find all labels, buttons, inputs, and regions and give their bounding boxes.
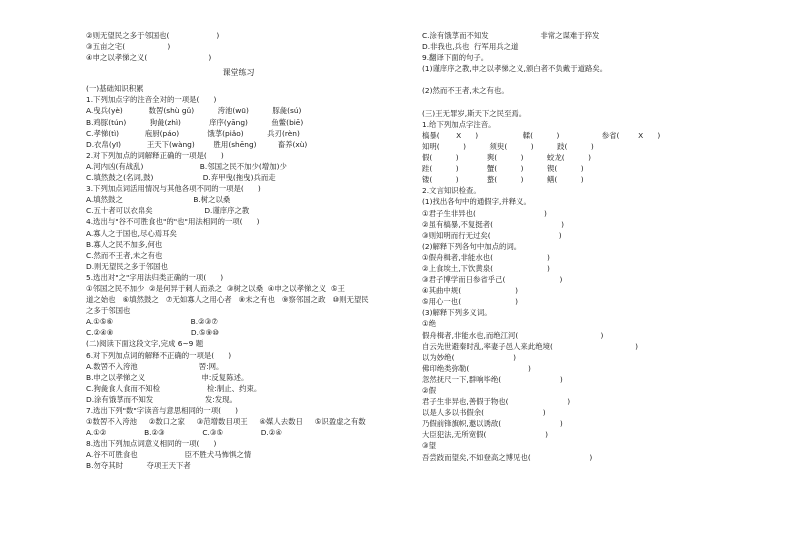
text-line: 4.选出与"谷不可胜食也"的"也"用法相同的一项( ) xyxy=(86,217,260,227)
text-line: 吾尝跂而望矣,不如登高之博见也( ) xyxy=(422,452,593,462)
left-column xyxy=(86,30,391,472)
text-line: (三)王无罪岁,斯天下之民至焉。 xyxy=(422,108,527,118)
text-line: ②上食埃土,下饮黄泉( ) xyxy=(422,263,550,273)
text-line: 假舟楫者,非能水也,而绝江河( ) xyxy=(422,330,604,340)
text-line: A.寡人之于国也,尽心焉耳矣 xyxy=(86,228,177,238)
text-line: (2)解释下列各句中加点的词。 xyxy=(422,241,522,251)
section-title: 课堂练习 xyxy=(222,68,255,78)
text-line: (1)谨庠序之教,申之以孝悌之义,颁白者不负戴于道路矣。 xyxy=(422,64,608,74)
text-line: ①邻国之民不加少 ②是何异于刺人而杀之 ③树之以桑 ④申之以孝悌之义 ⑤王 xyxy=(86,283,345,293)
text-line: C.填然鼓之(名词,鼓) D.弃甲曳(拖曳)兵而走 xyxy=(86,173,276,183)
text-line xyxy=(422,97,752,108)
text-line: 以是人多以书假余( ) xyxy=(422,408,546,418)
text-line: A.①⑤⑥ B.②③⑦ xyxy=(86,317,218,327)
text-line: B.鸡豚(tún) 狗彘(zhì) 庠序(yāng) 鱼鳖(biē) xyxy=(86,117,304,127)
text-line: 佛印绝类弥勒( ) xyxy=(422,363,531,373)
text-line: C.五十者可以衣帛矣 D.谨庠序之教 xyxy=(86,206,250,216)
text-line: D.非我也,兵也 行军用兵之道 xyxy=(422,42,519,52)
text-line: ①绝 xyxy=(422,319,437,329)
text-line: 5.选出对"之"字用法归类正确的一项( ) xyxy=(86,272,224,282)
text-line: ④其曲中规( ) xyxy=(422,286,518,296)
text-line: A.河内凶(有战乱) B.邻国之民不加少(增加)少 xyxy=(86,161,287,171)
text-line: 槁暴( X ) 輮( ) 参省( X ) xyxy=(422,130,661,140)
text-line: ②假 xyxy=(422,386,437,395)
text-line: ③五亩之宅( ) xyxy=(86,42,171,52)
text-line: B.申之以孝悌之义 申:反复陈述。 xyxy=(86,372,249,382)
text-line: A.数罟不入洿池 罟:网。 xyxy=(86,361,224,371)
text-line: 之多于邻国也 xyxy=(86,306,131,316)
text-line: 9.翻译下面的句子。 xyxy=(422,53,489,63)
text-line: 道之始也 ⑥填然鼓之 ⑦无如寡人之用心者 ⑧未之有也 ⑨察邻国之政 ⑩则无望民 xyxy=(86,295,369,305)
text-line: ①假舟楫者,非能水也( ) xyxy=(422,252,550,262)
text-line: D.涂有饿莩而不知发 发:发现。 xyxy=(86,394,237,404)
text-line: ③则知明而行无过矣( ) xyxy=(422,230,562,240)
right-column xyxy=(422,30,752,463)
text-line: ②虽有槁暴,不复挺者( ) xyxy=(422,219,564,229)
text-line: 2.对下列加点的词解释正确的一项是( ) xyxy=(86,150,224,160)
text-line: C.涂有饿莩而不知发 非常之谋难于猝发 xyxy=(422,31,600,40)
text-line: 君子生非异也,善假于物也( ) xyxy=(422,397,571,407)
text-line: 假( ) 舆( ) 蛟龙( ) xyxy=(422,153,592,163)
text-line: 跬( ) 蟹( ) 锲( ) xyxy=(422,164,584,174)
text-line: 2.文言知识检查。 xyxy=(422,186,481,196)
text-line: 乃假前锋旗帜,邀以诱敌( ) xyxy=(422,419,563,429)
text-line: A.①② B.②③ C.③⑤ D.②④ xyxy=(86,428,283,438)
text-line: (一)基础知识积累 xyxy=(86,84,144,94)
text-line: 3.下列加点词活用情况与其他各项不同的一项是( ) xyxy=(86,184,261,194)
text-line: 镂( ) 螯( ) 鳝( ) xyxy=(422,175,584,185)
text-line: (2)然而不王者,未之有也。 xyxy=(422,86,509,96)
text-line: C.②④⑧ D.⑤⑨⑩ xyxy=(86,328,219,338)
text-line: 1.下列加点字的注音全对的一项是( ) xyxy=(86,95,217,105)
text-line: (1)找出各句中的通假字,并释义。 xyxy=(422,197,531,207)
text-line: C.狗彘食人食而不知检 检:制止、约束。 xyxy=(86,383,262,393)
text-line: ③君子博学而日参省乎己( ) xyxy=(422,275,563,285)
text-line: (3)解释下列多义词。 xyxy=(422,308,492,318)
text-line: 自云先世避秦时乱,率妻子邑人来此绝境( ) xyxy=(422,341,638,351)
text-line: ③望 xyxy=(422,441,437,451)
text-line: (二)阅读下面这段文字,完成 6~9 题 xyxy=(86,339,204,349)
text-line: D.衣帛(yī) 王天下(wàng) 胜用(shēng) 畜养(xù) xyxy=(86,139,308,149)
text-line: A.曳兵(yè) 数罟(shù gǔ) 洿池(wū) 豚彘(sú) xyxy=(86,106,302,116)
text-line: 7.选出下列"数"字读音与意思相同的一项( ) xyxy=(86,406,238,415)
text-line: ①君子生非异也( ) xyxy=(422,208,547,218)
text-line: 8.选出下列加点词意义相同的一项( ) xyxy=(86,439,217,449)
text-line: 6.对下列加点词的解释不正确的一项是( ) xyxy=(86,350,232,360)
text-line xyxy=(422,74,752,85)
text-line: 知明( ) 须臾( ) 跂( ) xyxy=(422,141,594,151)
text-line: C.然而不王者,未之有也 xyxy=(86,250,163,260)
text-line: B.勿夺其时 夺项王天下者 xyxy=(86,461,191,471)
text-line: B.寡人之民不加多,何也 xyxy=(86,239,163,249)
text-line: 忽然抚尺一下,群响毕绝( ) xyxy=(422,374,563,384)
text-line: A.谷不可胜食也 臣不胜犬马怖惧之情 xyxy=(86,450,252,460)
text-line: A.填然鼓之 B.树之以桑 xyxy=(86,195,231,205)
text-line: ②则无望民之多于邻国也( ) xyxy=(86,31,220,40)
text-line: 以为妙绝( ) xyxy=(422,352,517,362)
text-line: 1.给下列加点字注音。 xyxy=(422,119,496,129)
text-line: D.则无望民之多于邻国也 xyxy=(86,261,168,271)
text-line: ①数罟不入洿池 ②数口之家 ③范增数目项王 ④媒人去数日 ⑤识盈虚之有数 xyxy=(86,417,366,427)
text-line: 大臣犯法,无所宽假( ) xyxy=(422,430,548,440)
text-line: C.孝悌(tì) 庖厨(páo) 饿莩(piǎo) 兵刃(rèn) xyxy=(86,128,300,138)
text-line: ⑤用心一也( ) xyxy=(422,297,518,307)
text-line: ④申之以孝悌之义( ) xyxy=(86,53,212,63)
